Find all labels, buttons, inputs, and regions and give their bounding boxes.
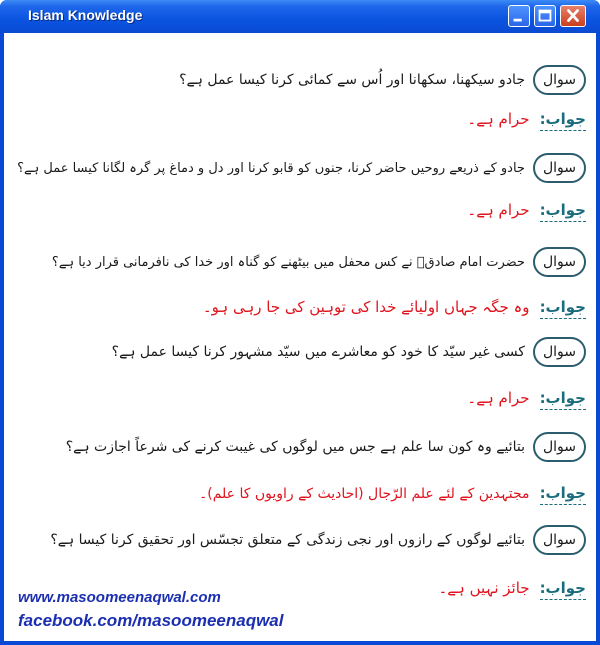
question-row-3 <box>52 247 586 277</box>
answer-label: جواب: <box>540 484 586 505</box>
question-text: جادو سیکھنا، سکھانا اور اُس سے کمائی کرنا کیسا عمل ہے؟ <box>179 72 525 88</box>
question-badge: سوال <box>533 247 586 277</box>
answer-text: حرام ہے۔ <box>467 110 530 128</box>
answer-row-2 <box>467 200 586 219</box>
answer-text: حرام ہے۔ <box>467 201 530 219</box>
question-row-2 <box>17 153 586 183</box>
question-badge: سوال <box>533 65 586 95</box>
question-badge: سوال <box>533 432 586 462</box>
question-row-1 <box>179 65 586 95</box>
question-text: بتائیے وہ کون سا علم ہے جس میں لوگوں کی غیبت کرنے کی شرعاً اجازت ہے؟ <box>65 439 525 455</box>
close-button[interactable] <box>560 5 586 27</box>
question-text: بتائیے لوگوں کے رازوں اور نجی زندگی کے متعلق تجسّس اور تحقیق کرنا کیسا ہے؟ <box>50 532 525 548</box>
content-area <box>4 33 596 641</box>
answer-label: جواب: <box>540 389 586 410</box>
title-bar[interactable] <box>0 0 600 33</box>
answer-row-3 <box>203 297 586 316</box>
answer-label: جواب: <box>540 579 586 600</box>
question-badge: سوال <box>533 525 586 555</box>
answer-row-6 <box>438 578 586 597</box>
question-text: حضرت امام صادقؑ نے کس محفل میں بیٹھنے کو گناہ اور خدا کی نافرمانی قرار دیا ہے؟ <box>51 254 525 270</box>
maximize-icon <box>535 6 555 26</box>
answer-row-5 <box>199 483 586 502</box>
maximize-button[interactable] <box>534 5 556 27</box>
facebook-link[interactable]: facebook.com/masoomeenaqwal <box>18 611 284 630</box>
question-row-5 <box>66 432 586 462</box>
answer-text: مجتہدین کے لئے علم الرّجال (احادیث کے راویوں کا علم)۔ <box>199 486 530 502</box>
minimize-icon <box>509 6 529 26</box>
website-link[interactable]: www.masoomeenaqwal.com <box>18 589 221 606</box>
answer-row-1 <box>467 109 586 128</box>
question-text: کسی غیر سیّد کا خود کو معاشرے میں سیّد مشہور کرنا کیسا عمل ہے؟ <box>111 344 525 360</box>
answer-label: جواب: <box>540 110 586 131</box>
answer-label: جواب: <box>540 298 586 319</box>
answer-text: حرام ہے۔ <box>467 389 530 407</box>
window-title: Islam Knowledge <box>28 7 143 23</box>
question-row-4 <box>112 337 586 367</box>
question-badge: سوال <box>533 337 586 367</box>
question-badge: سوال <box>533 153 586 183</box>
answer-text: جائز نہیں ہے۔ <box>438 579 530 597</box>
answer-row-4 <box>467 388 586 407</box>
answer-text: وہ جگہ جہاں اولیائے خدا کی توہین کی جا رہی ہو۔ <box>202 298 530 316</box>
answer-label: جواب: <box>540 201 586 222</box>
question-text: جادو کے ذریعے روحیں حاضر کرنا، جنوں کو قابو کرنا اور دل و دماغ پر گرہ لگانا کیسا عمل ہے؟ <box>17 160 525 176</box>
question-row-6 <box>50 525 586 555</box>
close-icon <box>561 6 585 26</box>
minimize-button[interactable] <box>508 5 530 27</box>
